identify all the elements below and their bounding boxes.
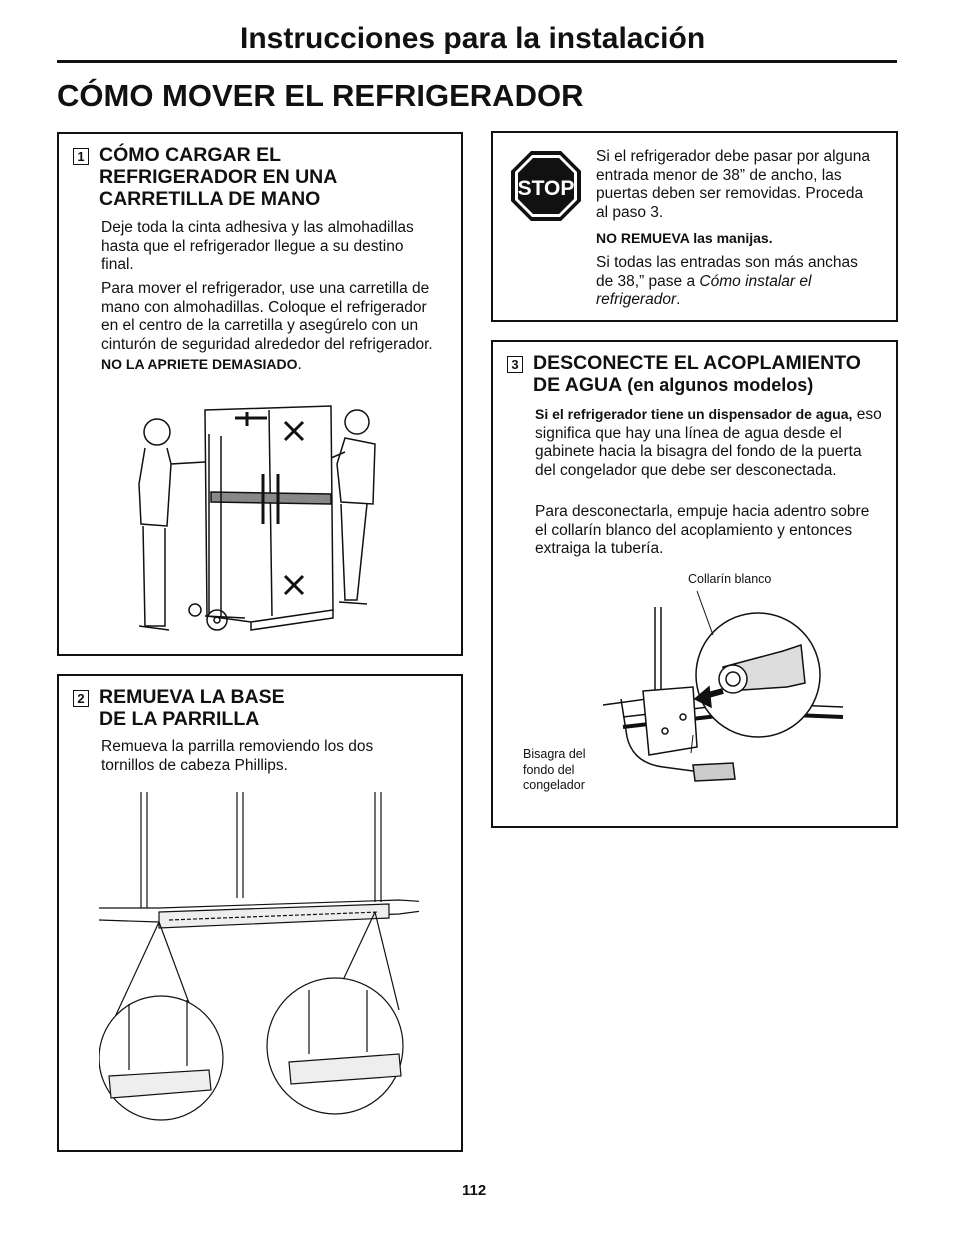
stop-sign-text: STOP (517, 177, 575, 200)
header-rule (57, 60, 897, 63)
grille-removal-illustration (99, 790, 419, 1124)
warning-text: NO LA APRIETE DEMASIADO (101, 355, 298, 372)
section-1-para-1: Deje toda la cinta adhesiva y las almohadillas hasta que el refrigerador llegue a su destino final. (101, 219, 414, 274)
section-1-heading: CÓMO CARGAR EL REFRIGERADOR EN UNA CARRETILLA DE MANO (99, 144, 338, 210)
page-title: CÓMO MOVER EL REFRIGERADOR (57, 78, 584, 113)
section-2-para: Remueva la parrilla removiendo los dos tornillos de cabeza Phillips. (101, 738, 374, 774)
stop-para-2: NO REMUEVA las manijas. (596, 230, 773, 246)
section-1-box (57, 132, 463, 656)
step-number-2: 2 (73, 690, 89, 707)
stop-box (491, 131, 898, 322)
header-title: Instrucciones para la instalación (240, 22, 706, 55)
section-3-heading: DESCONECTE EL ACOPLAMIENTO DE AGUA (en algunos modelos) (533, 352, 861, 396)
callout-hinge: Bisagra del fondo del congelador (523, 747, 586, 792)
section-2-heading: REMUEVA LA BASE DE LA PARRILLA (99, 686, 285, 730)
page-number: 112 (462, 1182, 487, 1199)
water-coupling-illustration (583, 587, 873, 797)
section-3-para-2: Para desconectarla, empuje hacia adentro sobre el collarín blanco del acoplamiento y entonces extraiga la tubería. (535, 503, 870, 558)
step-number-3: 3 (507, 356, 523, 373)
step-number-1: 1 (73, 148, 89, 165)
stop-para-1: Si el refrigerador debe pasar por alguna entrada menor de 38” de ancho, las puertas deben ser removidas. Proceda al paso 3. (596, 148, 871, 222)
callout-collar: Collarín blanco (688, 572, 772, 586)
section-1-para-2: Para mover el refrigerador, use una carretilla de mano con almohadillas. Coloque el refrigerador en el centro de la carretilla y asegúrelo con un cinturón de seguridad alrededor del refrigerador. NO LA APRIETE DEMASIADO. (101, 280, 433, 373)
section-3-box (491, 340, 898, 828)
section-2-box (57, 674, 463, 1152)
section-3-para-1: Si el refrigerador tiene un dispensador de agua, eso significa que hay una línea de agua desde el gabinete hacia la bisagra del fondo de la puerta del congelador que debe ser desconectada. (535, 406, 882, 480)
hand-truck-illustration (135, 404, 385, 636)
stop-sign-icon (509, 149, 583, 223)
stop-para-3: Si todas las entradas son más anchas de 38,” pase a Cómo instalar el refrigerador. (596, 254, 858, 309)
